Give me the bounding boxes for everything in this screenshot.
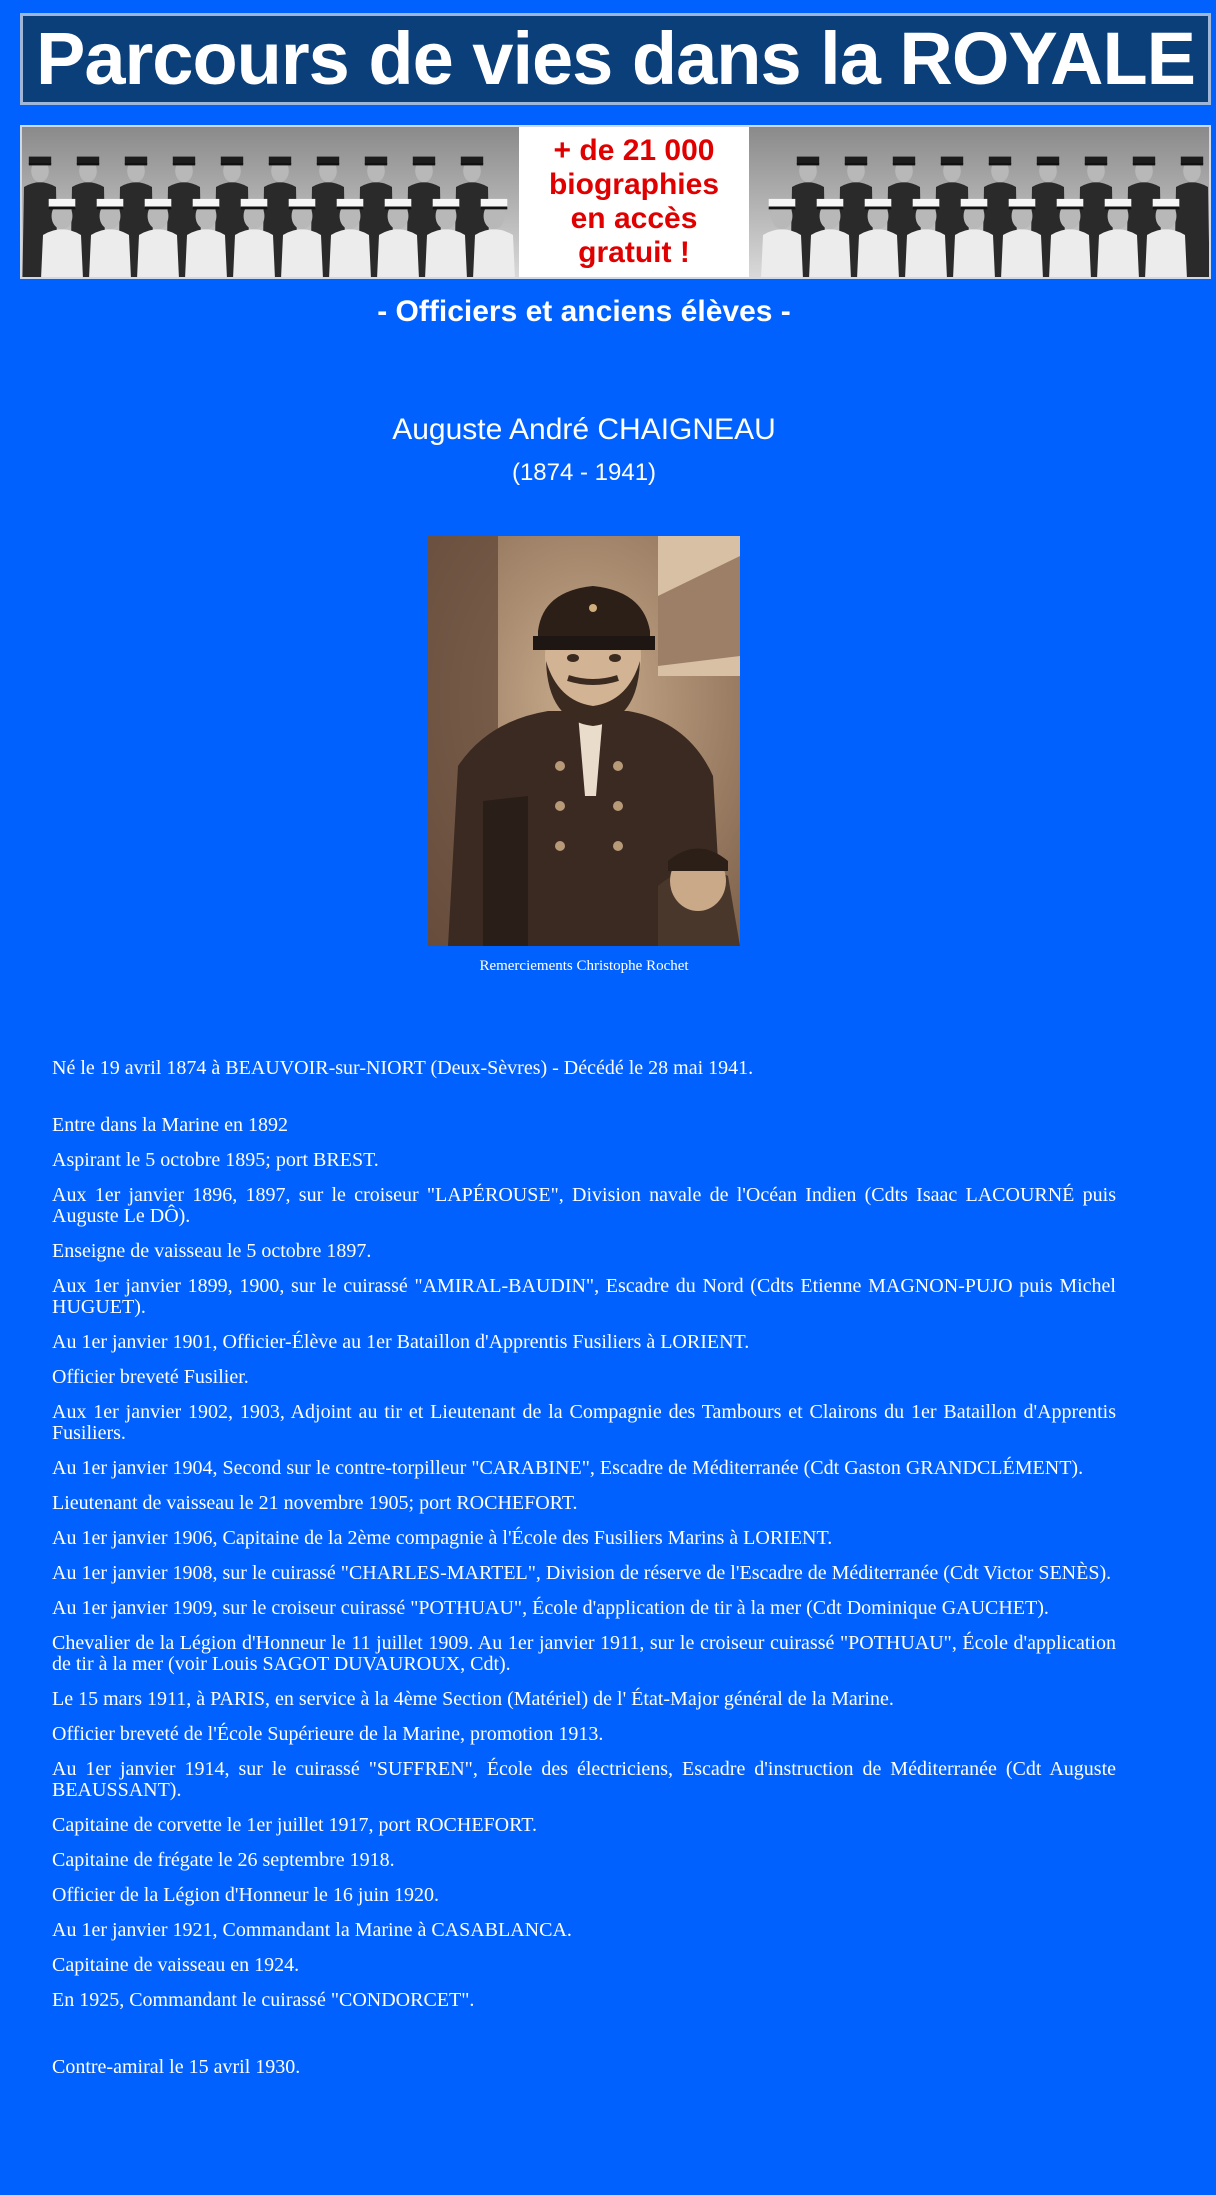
portrait-photo bbox=[428, 536, 740, 946]
promo-box bbox=[519, 127, 749, 277]
bio-paragraph: Au 1er janvier 1908, sur le cuirassé "CHARLES-MARTEL", Division de réserve de l'Escadre de Méditerranée (Cdt Victor SENÈS). bbox=[52, 1562, 1112, 1584]
bio-paragraph: Chevalier de la Légion d'Honneur le 11 juillet 1909. Au 1er janvier 1911, sur le croiseur cuirassé "POTHUAU", École d'application de tir à la mer (voir Louis SAGOT DUVAUROUX, Cdt). bbox=[52, 1632, 1116, 1675]
bio-paragraph: Officier de la Légion d'Honneur le 16 juin 1920. bbox=[52, 1884, 440, 1906]
bio-paragraph: Officier breveté de l'École Supérieure de la Marine, promotion 1913. bbox=[52, 1723, 604, 1745]
person-name: Auguste André CHAIGNEAU bbox=[392, 413, 776, 446]
bio-paragraph: Aux 1er janvier 1902, 1903, Adjoint au tir et Lieutenant de la Compagnie des Tambours et Clairons du 1er Bataillon d'Apprentis Fusiliers. bbox=[52, 1401, 1116, 1444]
promo-line: + de 21 000 bbox=[553, 134, 715, 167]
bio-paragraph: Né le 19 avril 1874 à BEAUVOIR-sur-NIORT (Deux-Sèvres) - Décédé le 28 mai 1941. bbox=[52, 1057, 754, 1079]
bio-paragraph: Entre dans la Marine en 1892 bbox=[52, 1114, 289, 1136]
site-title: Parcours de vies dans la ROYALE bbox=[36, 17, 1195, 100]
bio-paragraph: Capitaine de corvette le 1er juillet 1917, port ROCHEFORT. bbox=[52, 1814, 537, 1836]
section-heading: - Officiers et anciens élèves - bbox=[377, 295, 791, 328]
bio-paragraph: Aux 1er janvier 1899, 1900, sur le cuirassé "AMIRAL-BAUDIN", Escadre du Nord (Cdts Etienne MAGNON-PUJO puis Michel HUGUET). bbox=[52, 1275, 1116, 1318]
promo-line: biographies bbox=[548, 168, 720, 201]
bio-paragraph: Aux 1er janvier 1896, 1897, sur le croiseur "LAPÉROUSE", Division navale de l'Océan Indien (Cdts Isaac LACOURNÉ puis Auguste Le DÔ). bbox=[52, 1184, 1116, 1227]
bio-paragraph: Aspirant le 5 octobre 1895; port BREST. bbox=[52, 1149, 379, 1171]
site-banner[interactable] bbox=[20, 13, 1211, 105]
bio-paragraph: Le 15 mars 1911, à PARIS, en service à la 4ème Section (Matériel) de l' État-Major général de la Marine. bbox=[52, 1688, 894, 1710]
group-photo-banner[interactable] bbox=[20, 125, 1211, 279]
promo-line: gratuit ! bbox=[578, 236, 690, 269]
bio-paragraph: Contre-amiral le 15 avril 1930. bbox=[52, 2056, 301, 2078]
photo-credit: Remerciements Christophe Rochet bbox=[479, 958, 689, 974]
bio-paragraph: Officier breveté Fusilier. bbox=[52, 1366, 249, 1388]
bio-paragraph: Lieutenant de vaisseau le 21 novembre 1905; port ROCHEFORT. bbox=[52, 1492, 578, 1514]
bio-paragraph: Au 1er janvier 1901, Officier-Élève au 1er Bataillon d'Apprentis Fusiliers à LORIENT. bbox=[52, 1331, 750, 1353]
bio-paragraph: Capitaine de vaisseau en 1924. bbox=[52, 1954, 300, 1976]
bio-paragraph: Enseigne de vaisseau le 5 octobre 1897. bbox=[52, 1240, 372, 1262]
bio-paragraph: En 1925, Commandant le cuirassé "CONDORCET". bbox=[52, 1989, 475, 2011]
person-dates: (1874 - 1941) bbox=[511, 459, 657, 486]
bio-paragraph: Capitaine de frégate le 26 septembre 1918. bbox=[52, 1849, 395, 1871]
promo-line: en accès bbox=[570, 202, 698, 235]
bio-paragraph: Au 1er janvier 1914, sur le cuirassé "SUFFREN", École des électriciens, Escadre d'instruction de Méditerranée (Cdt Auguste BEAUSSANT). bbox=[52, 1758, 1116, 1801]
bio-paragraph: Au 1er janvier 1906, Capitaine de la 2ème compagnie à l'École des Fusiliers Marins à LORIENT. bbox=[52, 1527, 833, 1549]
bio-paragraph: Au 1er janvier 1904, Second sur le contre-torpilleur "CARABINE", Escadre de Méditerranée (Cdt Gaston GRANDCLÉMENT). bbox=[52, 1457, 1084, 1479]
bio-paragraph: Au 1er janvier 1909, sur le croiseur cuirassé "POTHUAU", École d'application de tir à la mer (Cdt Dominique GAUCHET). bbox=[52, 1597, 1049, 1619]
biography bbox=[52, 1058, 1116, 2092]
bio-paragraph: Au 1er janvier 1921, Commandant la Marine à CASABLANCA. bbox=[52, 1919, 572, 1941]
